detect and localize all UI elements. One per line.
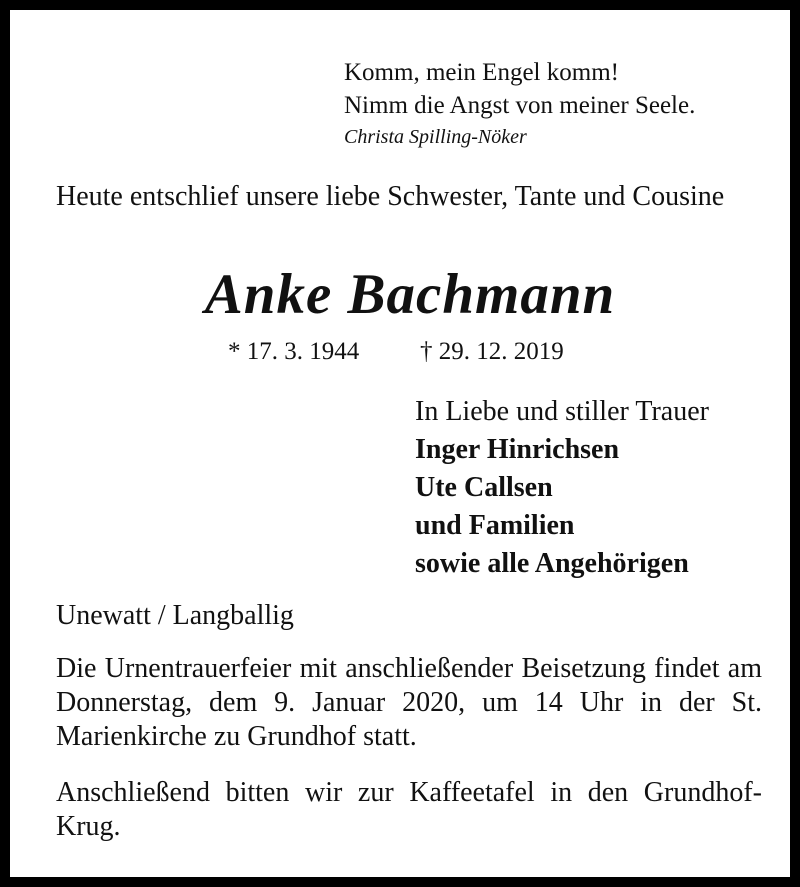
poem-author: Christa Spilling-Nöker bbox=[344, 126, 527, 148]
mourning-phrase: In Liebe und stiller Trauer bbox=[415, 396, 709, 427]
mourner-name: sowie alle Angehörigen bbox=[415, 548, 689, 579]
place-line: Unewatt / Langballig bbox=[56, 600, 294, 631]
mourner-name: und Familien bbox=[415, 510, 575, 541]
poem-line-2: Nimm die Angst von meiner Seele. bbox=[344, 92, 696, 119]
mourner-name: Ute Callsen bbox=[415, 472, 553, 503]
deceased-name: Anke Bachmann bbox=[204, 263, 616, 326]
mourners-block bbox=[415, 393, 709, 583]
poem-line-1: Komm, mein Engel komm! bbox=[344, 59, 619, 86]
poem-block bbox=[344, 56, 695, 152]
service-paragraph: Die Urnentrauerfeier mit anschließender Beisetzung findet am Donnerstag, dem 9. Januar 2020, um 14 Uhr in der St. Marienkirche zu Grundhof statt. bbox=[56, 653, 762, 752]
birth-date: * 17. 3. 1944 bbox=[228, 338, 360, 365]
death-date: † 29. 12. 2019 bbox=[420, 338, 564, 365]
reception-paragraph: Anschließend bitten wir zur Kaffeetafel in den Grundhof-Krug. bbox=[56, 777, 762, 842]
mourner-name: Inger Hinrichsen bbox=[415, 434, 620, 465]
intro-text: Heute entschlief unsere liebe Schwester, Tante und Cousine bbox=[56, 181, 725, 212]
